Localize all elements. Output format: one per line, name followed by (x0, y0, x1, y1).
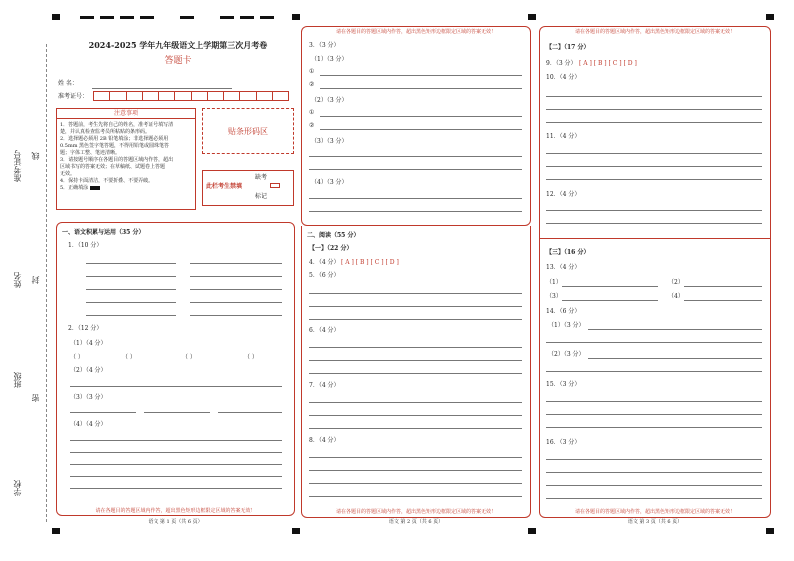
choice-options[interactable]: [ A ] [ B ] [ C ] [ D ] (579, 60, 637, 67)
page-footer: 语文 第 2 页（共 6 页） (388, 519, 444, 525)
question-label: （2）（4 分） (70, 367, 107, 374)
answer-line[interactable] (309, 293, 522, 294)
question-label: （2）（3 分） (548, 351, 585, 358)
timing-mark (220, 16, 234, 19)
answer-line[interactable] (70, 452, 282, 453)
question-label: 12．（4 分） (546, 191, 581, 198)
subsection-title: 【二】（17 分） (546, 44, 590, 51)
timing-mark (100, 16, 114, 19)
notice-line: 0.5mm 黑色签字笔答题，不得用铅笔或圆珠笔答 (60, 143, 170, 149)
barcode-label: 贴条形码区 (228, 126, 268, 136)
answer-line[interactable] (320, 129, 522, 130)
exam-no-label: 准考证号： (58, 93, 89, 100)
answer-line[interactable] (86, 289, 176, 290)
answer-line[interactable] (309, 457, 522, 458)
answer-line[interactable] (190, 289, 282, 290)
exam-no-boxes[interactable] (93, 91, 289, 101)
part-label: （4） (668, 293, 684, 300)
answer-frame-col2-reading (301, 226, 531, 518)
registration-mark (52, 528, 60, 534)
answer-line[interactable] (546, 223, 762, 224)
absent-label: 此栏考生禁填 (206, 183, 243, 190)
question-label: （3）（3 分） (311, 138, 348, 145)
answer-line[interactable] (546, 459, 762, 460)
answer-line[interactable] (546, 342, 762, 343)
notice-title: 注意事项 (57, 109, 195, 119)
circle-number: ① (309, 68, 315, 75)
timing-mark (180, 16, 194, 19)
question-label: 14．（6 分） (546, 308, 581, 315)
page-footer: 语文 第 1 页（共 6 页） (148, 519, 203, 525)
answer-line[interactable] (546, 166, 762, 167)
question-label: 16．（3 分） (546, 439, 581, 446)
part-label: （2） (668, 279, 684, 286)
answer-line[interactable] (562, 300, 658, 301)
absent-box (202, 170, 294, 206)
question-label: 5．（6 分） (309, 272, 340, 279)
answer-line[interactable] (309, 319, 522, 320)
notice-line-text: 5．正确填涂 (60, 185, 89, 191)
question-label: （2）（3 分） (311, 97, 348, 104)
side-label-secret: 密 (31, 394, 40, 402)
barcode-area (202, 108, 294, 154)
page-subtitle: 答题卡 (164, 56, 192, 66)
timing-mark (120, 16, 134, 19)
fill-sample-icon (90, 186, 100, 190)
question-label: 15．（3 分） (546, 381, 581, 388)
question-label: （1）（3 分） (548, 322, 585, 329)
registration-mark (766, 528, 774, 534)
answer-line[interactable] (546, 498, 762, 499)
page-footer: 语文 第 3 页（共 6 页） (627, 519, 683, 525)
warning-text: 请在各题目的答题区域内作答，超出黑色矩形边框限定区域的答案无效！ (574, 509, 735, 515)
answer-line[interactable] (562, 286, 658, 287)
notice-line: 无效。 (60, 171, 76, 177)
answer-line[interactable] (684, 300, 762, 301)
answer-line[interactable] (309, 347, 522, 348)
question-label: （3）（3 分） (70, 394, 107, 401)
answer-line[interactable] (86, 302, 176, 303)
notice-line: 1．答题前，考生先将自己的姓名，准考证号填写清 (60, 122, 174, 128)
answer-line[interactable] (144, 412, 210, 413)
notice-line: 3．请按题号顺序在各题目的答题区域内作答，超出 (60, 157, 174, 163)
question-label: 1．（10 分） (68, 242, 103, 249)
answer-line[interactable] (546, 96, 762, 97)
registration-mark (528, 528, 536, 534)
answer-line[interactable] (546, 401, 762, 402)
answer-line[interactable] (70, 386, 282, 387)
answer-line[interactable] (70, 488, 282, 489)
answer-line[interactable] (190, 276, 282, 277)
side-label-name: 姓名 (13, 272, 22, 288)
registration-mark (292, 528, 300, 534)
answer-line[interactable] (309, 483, 522, 484)
warning-text: 请在各题目的答题区域内作答，超出黑色矩形边框限定区域的答案无效！ (335, 29, 496, 35)
notice-line: 区域书写的答案无效；在草稿纸、试题卷上答题 (60, 164, 166, 170)
registration-mark (766, 14, 774, 20)
answer-line[interactable] (86, 276, 176, 277)
choice-options[interactable]: [ A ] [ B ] [ C ] [ D ] (341, 259, 399, 266)
answer-line[interactable] (309, 496, 522, 497)
side-label-class: 班级 (13, 372, 22, 388)
absent-bottom: 标记 (255, 193, 268, 200)
circle-number: ② (309, 122, 315, 129)
bracket-blank[interactable]: （ ） (70, 354, 84, 361)
answer-line[interactable] (309, 306, 522, 307)
page-title: 2024-2025 学年九年级语文上学期第三次月考卷 (88, 40, 268, 50)
notice-line: 题；字体工整、笔迹清晰。 (60, 150, 121, 156)
answer-line[interactable] (86, 263, 176, 264)
notice-line (60, 185, 192, 192)
timing-mark (240, 16, 254, 19)
question-label: 9．（3 分） (546, 60, 577, 67)
answer-line[interactable] (546, 485, 762, 486)
subsection-title: 【一】（22 分） (309, 245, 353, 252)
answer-line[interactable] (546, 371, 762, 372)
answer-line[interactable] (70, 412, 136, 413)
answer-line[interactable] (546, 427, 762, 428)
bracket-blank[interactable]: （ ） (182, 354, 196, 361)
answer-line[interactable] (190, 315, 282, 316)
section-title: 一、语文积累与运用（35 分） (62, 229, 145, 236)
question-label: 13．（4 分） (546, 264, 581, 271)
circle-number: ① (309, 109, 315, 116)
question-label: 4．（4 分） (309, 259, 340, 266)
question-label: 7．（4 分） (309, 382, 340, 389)
answer-line[interactable] (190, 263, 282, 264)
warning-text: 请在各题目的答题区域内作答，超出黑色矩形边框限定区域的答案无效！ (95, 508, 256, 514)
answer-line[interactable] (546, 210, 762, 211)
answer-line[interactable] (588, 358, 762, 359)
answer-line[interactable] (309, 428, 522, 429)
side-label-line: 线 (31, 152, 40, 160)
notice-box (56, 108, 196, 210)
binding-line (46, 44, 47, 522)
answer-line[interactable] (684, 286, 762, 287)
question-label: 8．（4 分） (309, 437, 340, 444)
answer-line[interactable] (546, 122, 762, 123)
question-label: 6．（4 分） (309, 327, 340, 334)
notice-line: 楚，并认真检查监考员所粘贴的条形码。 (60, 129, 151, 135)
question-label: （4）（4 分） (70, 421, 107, 428)
answer-line[interactable] (309, 169, 522, 170)
notice-line: 4．保持卡面清洁，不要折叠、不要弄破。 (60, 178, 154, 184)
answer-line[interactable] (588, 329, 762, 330)
answer-line[interactable] (320, 88, 522, 89)
answer-line[interactable] (309, 373, 522, 374)
answer-line[interactable] (309, 211, 522, 212)
question-label: （4）（3 分） (311, 179, 348, 186)
question-label: 10．（4 分） (546, 74, 581, 81)
side-label-exam-no: 准考证号 (13, 150, 22, 182)
answer-line[interactable] (190, 302, 282, 303)
answer-line[interactable] (218, 412, 282, 413)
question-label: （1）（3 分） (311, 56, 348, 63)
answer-line[interactable] (546, 109, 762, 110)
answer-line[interactable] (309, 402, 522, 403)
answer-line[interactable] (546, 179, 762, 180)
subsection-title: 【三】（16 分） (546, 249, 590, 256)
timing-mark (80, 16, 94, 19)
answer-line[interactable] (320, 75, 522, 76)
answer-line[interactable] (309, 198, 522, 199)
circle-number: ② (309, 81, 315, 88)
timing-mark (260, 16, 274, 19)
answer-line[interactable] (309, 156, 522, 157)
answer-line[interactable] (320, 116, 522, 117)
answer-line[interactable] (70, 464, 282, 465)
bracket-blank[interactable]: （ ） (122, 354, 136, 361)
warning-text: 请在各题目的答题区域内作答，超出黑色矩形边框限定区域的答案无效！ (574, 29, 735, 35)
answer-line[interactable] (546, 472, 762, 473)
question-label: 2．（12 分） (68, 325, 103, 332)
question-label: （1）（4 分） (70, 340, 107, 347)
answer-line[interactable] (309, 360, 522, 361)
answer-line[interactable] (309, 470, 522, 471)
name-field[interactable] (92, 88, 232, 89)
part-label: （3） (546, 293, 562, 300)
answer-line[interactable] (309, 415, 522, 416)
answer-line[interactable] (546, 414, 762, 415)
timing-mark (140, 16, 154, 19)
answer-line[interactable] (70, 440, 282, 441)
answer-line[interactable] (546, 153, 762, 154)
registration-mark (292, 14, 300, 20)
notice-line: 2．选择题必须用 2B 铅笔填涂；非选择题必须用 (60, 136, 169, 142)
question-label: 3．（3 分） (309, 42, 340, 49)
registration-mark (528, 14, 536, 20)
part-label: （1） (546, 279, 562, 286)
question-label: 11．（4 分） (546, 133, 581, 140)
warning-text: 请在各题目的答题区域内作答，超出黑色矩形边框限定区域的答案无效！ (335, 509, 496, 515)
section-title: 二、阅读（55 分） (307, 232, 360, 239)
side-label-seal: 封 (31, 276, 40, 284)
section-divider (539, 238, 771, 239)
side-label-school: 学校 (13, 480, 22, 496)
registration-mark (52, 14, 60, 20)
answer-line[interactable] (70, 476, 282, 477)
absent-top: 缺考 (255, 174, 268, 181)
name-label: 姓 名： (58, 80, 78, 87)
answer-line[interactable] (86, 315, 176, 316)
absent-checkbox[interactable] (270, 183, 280, 188)
bracket-blank[interactable]: （ ） (244, 354, 258, 361)
